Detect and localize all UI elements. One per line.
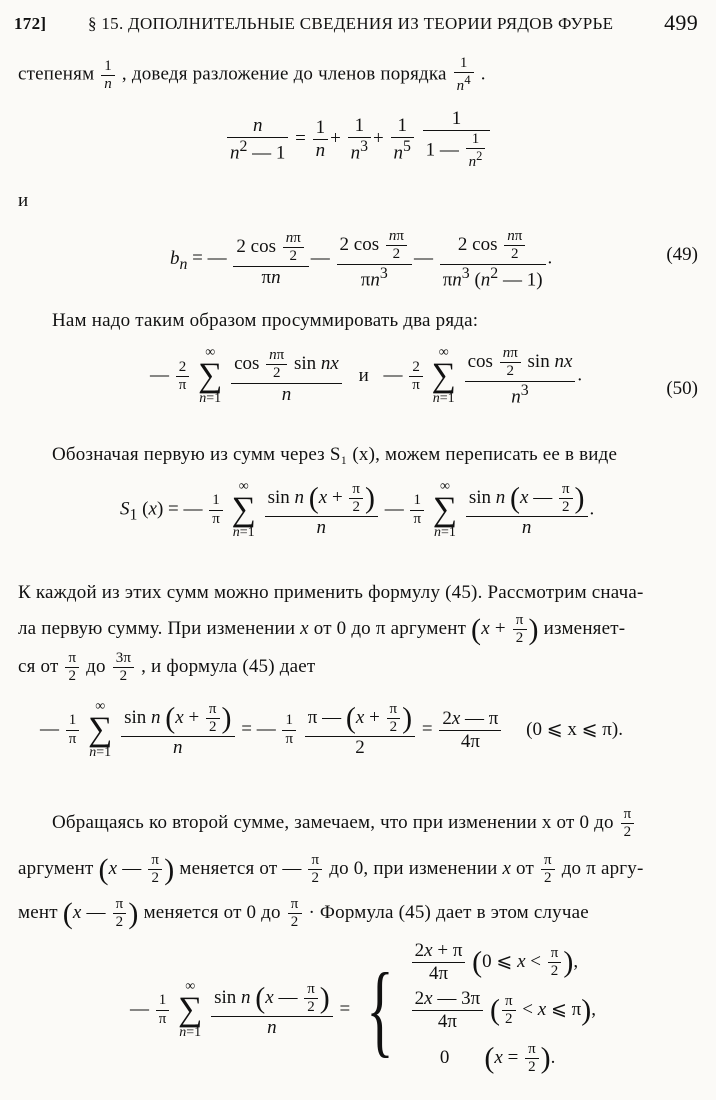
equation-number-49: (49) (666, 244, 698, 265)
condition: (0 ⩽ x ⩽ π). (526, 718, 623, 740)
running-title: § 15. ДОПОЛНИТЕЛЬНЫЕ СВЕДЕНИЯ ИЗ ТЕОРИИ РЯДОВ ФУРЬЕ (88, 14, 614, 33)
paragraph-2-line-1: Обращаясь ко второй сумме, замечаем, что при изменении x от 0 до $\frac{\pi}{2}$ (52, 806, 698, 842)
text-and: и (18, 190, 29, 211)
text-fragment: степеням (18, 63, 95, 85)
fraction: $\frac{1}{n^4}$ (454, 55, 474, 96)
equation-s1: $S_1$ (x) = — $\frac{1}{\pi}$ ∞ ∑ n=1 sin n (x + $\frac{\pi}{2}$ ) n — $\frac{1}{\pi}$ ∞ ∑ n=1 sin n (x — $\frac{\pi}{2}$ ) n . (120, 479, 595, 541)
text-fragment: , доведя разложение до членов порядка (121, 63, 447, 85)
equation-50: — $\frac{2}{\pi}$ ∞ ∑ n=1 cos $\frac{n\pi}{2}$ sin nx n и — $\frac{2}{\pi}$ ∞ ∑ n=1 cos $\frac{n\pi}{2}$ sin nx $n^3$ . (150, 345, 583, 407)
text-line-denote: Обозначая первую из сумм через S₁ (x), можем переписать ее в виде (52, 444, 618, 465)
fraction: $\frac{1}{n}$ (101, 58, 115, 94)
page-header (14, 10, 702, 40)
paragraph-2-line-2: аргумент (x — $\frac{\pi}{2}$ ) меняется от — $\frac{\pi}{2}$ до 0, при изменении x от $\frac{\pi}{2}$ до π аргу- (18, 852, 644, 887)
equation-49: $b_n$ = — 2 cos $\frac{n\pi}{2}$ πn — 2 cos $\frac{n\pi}{2}$ $\pi n^3$ — 2 cos $\frac{n\pi}{2}$ $\pi n^3$ ($n^2$ — 1) . (170, 228, 553, 290)
paragraph-1-line-3: ся от $\frac{\pi}{2}$ до $\frac{3\pi}{2}$ , и формула (45) дает (18, 650, 316, 685)
text-fragment: и (358, 364, 369, 386)
paragraph-1-line-1: К каждой из этих сумм можно применить формулу (45). Рассмотрим снача- (18, 582, 644, 603)
equation-first-sum: — $\frac{1}{\pi}$ ∞ ∑ n=1 sin n (x + $\frac{\pi}{2}$ ) n = — $\frac{1}{\pi}$ π — (x + $\frac{\pi}{2}$ ) 2 = $\frac{2x — \pi}{4\pi}$ (0 ⩽ x ⩽ π). (40, 699, 623, 761)
page-number: 499 (664, 10, 698, 35)
paragraph-2-line-3: мент (x — $\frac{\pi}{2}$ ) меняется от 0 до $\frac{\pi}{2}$ · Формула (45) дает в этом случае (18, 896, 589, 931)
piecewise-cases: $\frac{2x + \pi}{4\pi}$ (0 ⩽ x < $\frac{\pi}{2}$ ), $\frac{2x — 3\pi}{4\pi}$ ( $\frac{\pi}{2}$ < x ⩽ π), 0 (x = $\frac{\pi}{2}$ ). (410, 938, 596, 1082)
text-line-need: Нам надо таким образом просуммировать два ряда: (52, 310, 479, 331)
equation-number-50: (50) (666, 378, 698, 399)
section-number: 172] (14, 14, 47, 33)
text-line-1: степеням $\frac{1}{n}$ , доведя разложение до членов порядка $\frac{1}{n^4}$ . (18, 55, 486, 95)
equation-piecewise: — $\frac{1}{\pi}$ ∞ ∑ n=1 sin n (x — $\frac{\pi}{2}$ ) n = { $\frac{2x + \pi}{4\pi}$ (0 ⩽ x < $\frac{\pi}{2}$ ), $\frac{2x — 3\pi}{4\pi}$ ( $\frac{\pi}{2}$ < x ⩽ π), 0 (x = $\frac{\pi}{2}$ ). (130, 938, 716, 1082)
equation-expansion: $\frac{n}{n^2 — 1}$ = $\frac{1}{n}$ + $\frac{1}{n^3}$ + $\frac{1}{n^5}$ 1 1 — $\frac{1}{n^2}$ (225, 108, 716, 171)
paragraph-1-line-2: ла первую сумму. При изменении x от 0 до π аргумент (x + $\frac{\pi}{2}$ ) изменяет- (18, 612, 626, 647)
